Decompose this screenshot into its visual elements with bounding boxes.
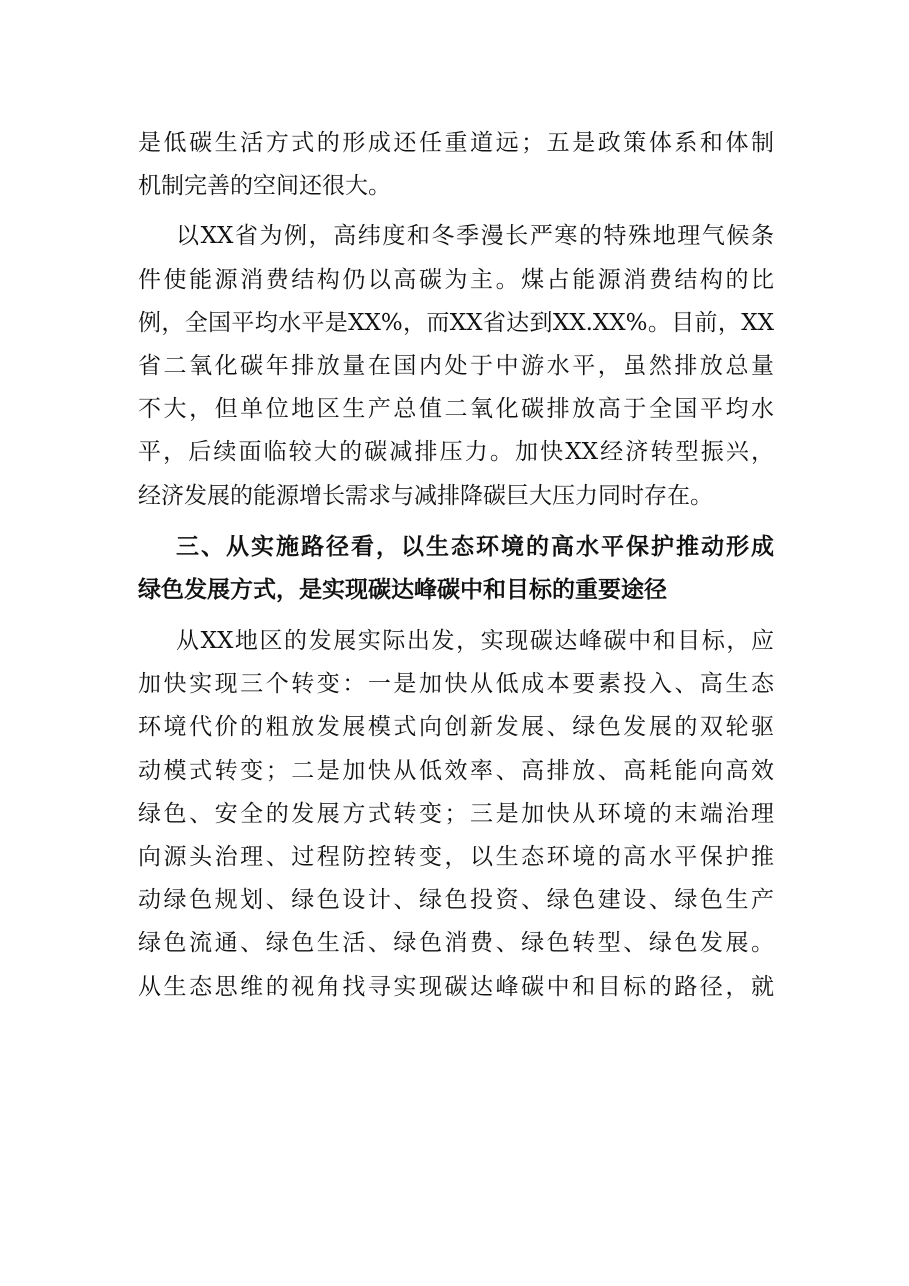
text-line: 绿色、安全的发展方式转变；三是加快从环境的末端治理: [138, 800, 774, 827]
text-line: 动模式转变；二是加快从低效率、高排放、高耗能向高效: [138, 757, 774, 784]
text-line: 机制完善的空间还很大。: [138, 173, 391, 200]
text-line: 环境代价的粗放发展模式向创新发展、绿色发展的双轮驱: [138, 714, 774, 741]
heading-line: 绿色发展方式，是实现碳达峰碳中和目标的重要途径: [138, 576, 667, 603]
heading-line: 三、从实施路径看，以生态环境的高水平保护推动形成: [176, 533, 774, 560]
paragraph-spacer: [138, 612, 774, 620]
text-line: 平，后续面临较大的碳减排压力。加快XX经济转型振兴，: [138, 439, 774, 466]
paragraph-spacer: [138, 518, 774, 526]
paragraph-2: [138, 215, 774, 517]
text-line: 从生态思维的视角找寻实现碳达峰碳中和目标的路径，就: [138, 973, 774, 1000]
paragraph-3: [138, 620, 774, 1009]
text-line: 绿色流通、绿色生活、绿色消费、绿色转型、绿色发展。: [138, 930, 774, 957]
paragraph-1: [138, 122, 774, 208]
paragraph-spacer: [138, 208, 774, 215]
text-line: 动绿色规划、绿色设计、绿色投资、绿色建设、绿色生产: [138, 887, 774, 914]
text-line: 经济发展的能源增长需求与减排降碳巨大压力同时存在。: [138, 482, 713, 509]
text-line: 从XX地区的发展实际出发，实现碳达峰碳中和目标，应: [176, 628, 774, 655]
text-line: 以XX省为例，高纬度和冬季漫长严寒的特殊地理气候条: [176, 223, 774, 250]
text-line: 向源头治理、过程防控转变，以生态环境的高水平保护推: [138, 844, 774, 870]
text-line: 加快实现三个转变：一是加快从低成本要素投入、高生态: [138, 671, 774, 698]
text-line: 例，全国平均水平是XX%，而XX省达到XX.XX%。目前，XX: [138, 309, 774, 336]
text-line: 不大，但单位地区生产总值二氧化碳排放高于全国平均水: [138, 396, 774, 423]
text-line: 件使能源消费结构仍以高碳为主。煤占能源消费结构的比: [138, 266, 774, 293]
document-body: [138, 122, 774, 1009]
section-heading: [138, 526, 774, 612]
text-line: 省二氧化碳年排放量在国内处于中游水平，虽然排放总量: [138, 352, 774, 379]
text-line: 是低碳生活方式的形成还任重道远；五是政策体系和体制: [138, 130, 774, 156]
